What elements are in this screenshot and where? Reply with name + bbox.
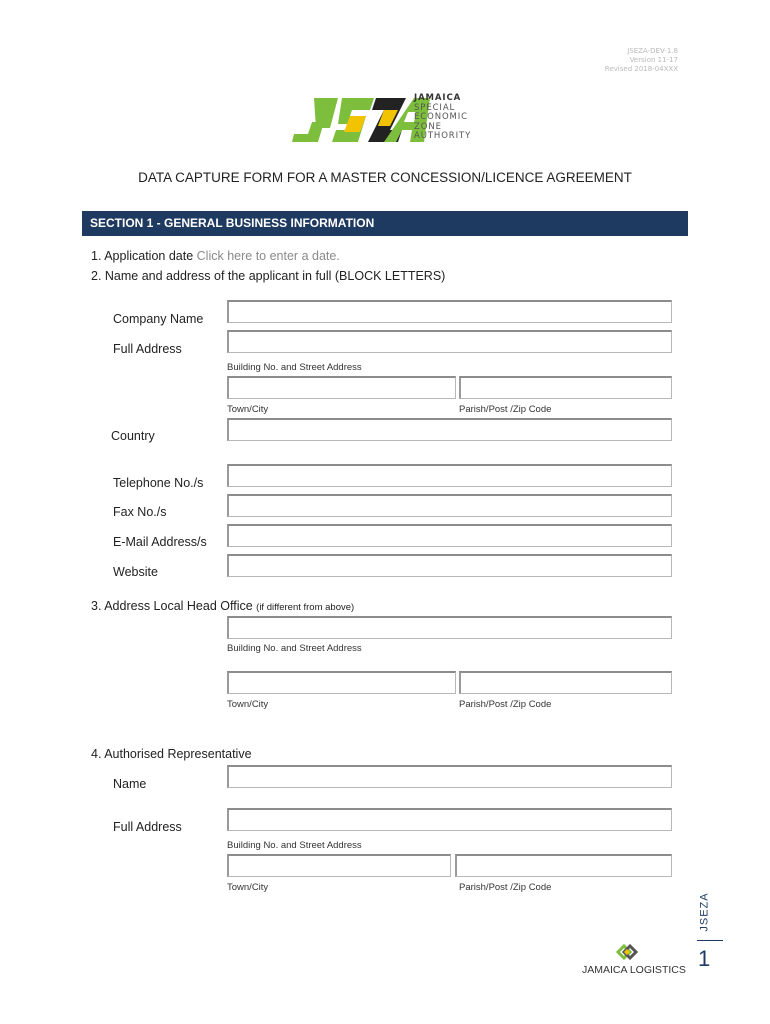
authorised-rep-question: 4. Authorised Representative bbox=[91, 747, 252, 761]
rep-name-label: Name bbox=[113, 777, 147, 791]
full-address-label: Full Address bbox=[113, 342, 182, 356]
local-head-office-question bbox=[91, 599, 354, 613]
telephone-label: Telephone No./s bbox=[113, 476, 204, 490]
telephone-input[interactable] bbox=[227, 464, 672, 487]
page-number: 1 bbox=[698, 946, 711, 971]
section-1-heading: SECTION 1 - GENERAL BUSINESS INFORMATION bbox=[82, 211, 688, 236]
fax-label: Fax No./s bbox=[113, 505, 167, 519]
company-name-label: Company Name bbox=[113, 312, 204, 326]
town-city-input[interactable] bbox=[227, 376, 456, 399]
website-input[interactable] bbox=[227, 554, 672, 577]
rep-name-input[interactable] bbox=[227, 765, 672, 788]
rep-town-label: Town/City bbox=[227, 882, 269, 893]
footer-divider bbox=[697, 940, 723, 941]
local-head-office-note: (if different from above) bbox=[256, 602, 355, 613]
document-code: JSEZA-DEV-1.8 bbox=[627, 47, 678, 55]
logo-line: JAMAICA bbox=[414, 93, 462, 103]
head-office-parish-label: Parish/Post /Zip Code bbox=[459, 699, 552, 710]
local-head-office-label: 3. Address Local Head Office bbox=[91, 599, 253, 613]
document-version: Version 11-17 bbox=[629, 56, 678, 64]
logo-line: SPECIAL bbox=[414, 102, 456, 113]
head-office-town-label: Town/City bbox=[227, 699, 269, 710]
rep-parish-input[interactable] bbox=[455, 854, 672, 877]
jamaica-logistics-wordmark: JAMAICA LOGISTICS bbox=[582, 964, 686, 976]
head-office-town-input[interactable] bbox=[227, 671, 456, 694]
rep-parish-label: Parish/Post /Zip Code bbox=[459, 882, 552, 893]
side-brand bbox=[699, 894, 715, 936]
application-date-label: 1. Application date bbox=[91, 249, 194, 263]
rep-town-input[interactable] bbox=[227, 854, 451, 877]
rep-full-address-label: Full Address bbox=[113, 820, 182, 834]
email-input[interactable] bbox=[227, 524, 672, 547]
town-city-label: Town/City bbox=[227, 404, 269, 415]
form-title: DATA CAPTURE FORM FOR A MASTER CONCESSION/LICENCE AGREEMENT bbox=[138, 170, 632, 185]
rep-street-label: Building No. and Street Address bbox=[227, 840, 362, 851]
building-street-input[interactable] bbox=[227, 330, 672, 353]
logo-line: AUTHORITY bbox=[414, 131, 472, 141]
applicant-question-label: 2. Name and address of the applicant in full (BLOCK LETTERS) bbox=[91, 269, 446, 283]
logo-line: ZONE bbox=[414, 121, 442, 132]
parish-zip-input[interactable] bbox=[459, 376, 672, 399]
head-office-street-label: Building No. and Street Address bbox=[227, 643, 362, 654]
website-label: Website bbox=[113, 565, 158, 579]
application-date-picker[interactable]: Click here to enter a date. bbox=[196, 249, 340, 263]
side-brand-text: JSEZA bbox=[698, 892, 711, 932]
document-revised: Revised 2018-04XXX bbox=[604, 65, 678, 73]
logo-line: ECONOMIC bbox=[414, 112, 469, 122]
rep-street-input[interactable] bbox=[227, 808, 672, 831]
parish-zip-label: Parish/Post /Zip Code bbox=[459, 404, 552, 415]
country-input[interactable] bbox=[227, 418, 672, 441]
building-street-label: Building No. and Street Address bbox=[227, 362, 362, 373]
application-date-question bbox=[91, 249, 340, 263]
head-office-street-input[interactable] bbox=[227, 616, 672, 639]
company-name-input[interactable] bbox=[227, 300, 672, 323]
head-office-parish-input[interactable] bbox=[459, 671, 672, 694]
country-label: Country bbox=[111, 429, 155, 443]
document-meta bbox=[605, 47, 678, 74]
jamaica-logistics-logo-icon bbox=[612, 940, 642, 964]
email-label: E-Mail Address/s bbox=[113, 535, 207, 549]
fax-input[interactable] bbox=[227, 494, 672, 517]
logo-wordmark bbox=[414, 94, 471, 142]
